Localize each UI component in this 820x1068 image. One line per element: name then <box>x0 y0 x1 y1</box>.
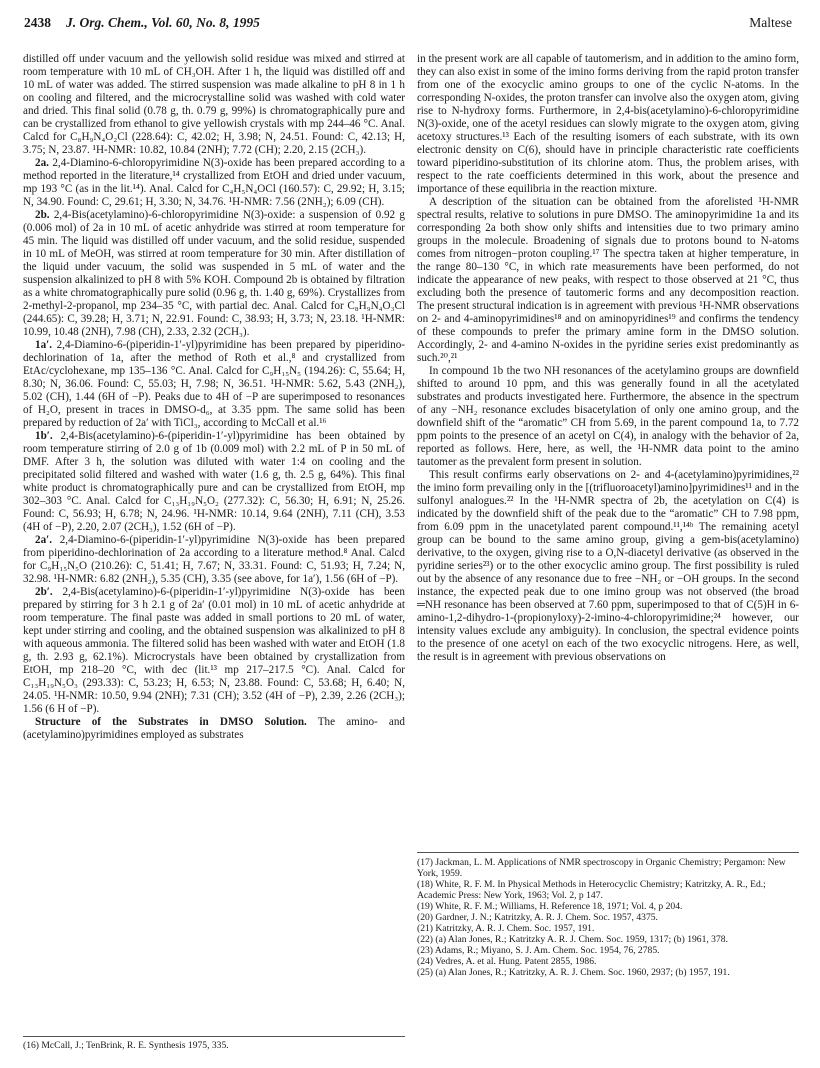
right-column <box>417 53 799 664</box>
paragraph-text: 2,4-Bis(acetylamino)-6-(piperidin-1′-yl)pyrimidine has been obtained by room temperature stirring of 2.0 g of 1b (0.009 mol) with 2.2 mL of P in 50 mL of DMF. After 3 h, the solution was diluted with water 1:4 on cooling and the precipitated solid filtered and washed with water (1.6 g, th. 2.5 g, 64%). This final white product is chromatographically pure and can be crystallized from EtOH, mp 302–303 °C. Anal. Calcd for C₁₃H₁₉N₅O₂ (277.32): C, 56.30; H, 6.91; N, 25.26. Found: C, 56.93; H, 6.78; N, 24.96. ¹H-NMR: 10.14, 9.64 (2NH), 7.11 (CH), 3.53 (4H of −P), 2.20, 2.07 (2CH₃), 1.52 (6H of −P). <box>23 430 405 533</box>
compound-label: 1a′. <box>35 339 53 351</box>
footnote: (24) Vedres, A. et al. Hung. Patent 2855, 1986. <box>417 956 597 967</box>
footnote: (17) Jackman, L. M. Applications of NMR spectroscopy in Organic Chemistry; Pergamon: New York, 1959. <box>417 857 786 879</box>
compound-paragraph <box>23 586 405 716</box>
paragraph-text: 2,4-Bis(acetylamino)-6-(piperidin-1′-yl)pyrimidine N(3)-oxide has been prepared by stirring for 3 h 2.1 g of 2a′ (0.01 mol) in 10 mL of acetic anhydride at room temperature. The final paste was added in small portions to 20 mL of water, kept under stirring and cooling, and the obtained suspension was alkalinized to pH 8 with aqueous ammonia. The filtered solid has been washed with water and EtOH (1.8 g, th. 2.93 g, 62.1%). Microcrystals have been obtained by crystallization from EtOH, mp 218–20 °C, with dec (lit.¹³ mp 217–217.5 °C). Anal. Calcd for C₁₃H₁₉N₅O₃ (293.33): C, 53.23; H, 6.53; N, 23.88. Found: C, 53.68; H, 6.40; N, 24.05. ¹H-NMR: 10.50, 9.94 (2NH); 7.31 (CH); 3.52 (4H of −P), 2.39, 2.26 (2CH₃); 1.56 (6 H of −P). <box>23 586 405 715</box>
compound-paragraph <box>23 534 405 586</box>
paragraph: A description of the situation can be obtained from the aforelisted ¹H-NMR spectral results, relative to solutions in pure DMSO. The aminopyrimidine 1a and its corresponding 2a both show only shifts and intensities due to two primary amino groups in the molecule. Broadening of signals due to protons bound to N-atoms comes from nitrogen−proton coupling.¹⁷ The spectra taken at higher temperature, in the range 80–130 °C, in which rate measurements have been performed, do not indicate the appearance of new peaks, with respect to those observed at 21 °C, thus excluding both the presence of tautomeric forms and any decomposition reaction. The present structural indication is in agreement with previous ¹H-NMR observations on 2- and 4-aminopyrimidines¹⁸ and on aminopyridines¹⁹ and confirms the tendency of these compounds to prefer the primary amine form in the DMSO solution. Accordingly, 2- and 4-amino N-oxides in the pyridine series exist predominantly as such.²⁰,²¹ <box>417 196 799 364</box>
running-author: Maltese <box>749 15 792 30</box>
compound-paragraph <box>23 339 405 430</box>
paragraph <box>23 53 405 157</box>
footnote: (23) Adams, R.; Miyano, S. J. Am. Chem. Soc. 1954, 76, 2785. <box>417 945 660 956</box>
section-paragraph <box>23 716 405 742</box>
section-heading: Structure of the Substrates in DMSO Solution. <box>35 716 307 728</box>
compound-label: 2a′. <box>35 534 53 546</box>
footnote: (19) White, R. F. M.; Williams, H. Reference 18, 1971; Vol. 4, p 204. <box>417 901 683 912</box>
page-number: 2438 <box>24 15 51 30</box>
footnote: (22) (a) Alan Jones, R.; Katritzky A. R. J. Chem. Soc. 1959, 1317; (b) 1961, 378. <box>417 934 728 945</box>
compound-label: 2b. <box>35 209 50 221</box>
paragraph: In compound 1b the two NH resonances of the acetylamino groups are downfield shifted to around 10 ppm, and this was generally found in all the acetylated substrates and products investigated here. Furthermore, the absence in the spectrum of any −NH₂ resonance excludes bisacetylation of only one amino group, and the downfield shift of the “aromatic” CH from 5.69, in the parent compound 1a, to 7.72 ppm points to the presence of an acetyl on C(4), in analogy with the behavior of 2a, reported as follows. Here, here, as well, the ¹H-NMR data point to the amino tautomer as the prevalent form present in solution. <box>417 365 799 468</box>
compound-paragraph <box>23 157 405 209</box>
compound-paragraph <box>23 430 405 534</box>
paragraph: This result confirms early observations on 2- and 4-(acetylamino)pyrimidines,²² the imino form prevailing only in the [(trifluoroacetyl)amino]pyrimidines¹¹ and in the sulfonyl analogues.²² In the ¹H-NMR spectra of 2b, the acetylation on C(4) is indicated by the downfield shift of the peak due to the “aromatic” CH to 7.98 ppm, from 6.09 ppm in the unacetylated parent compound.¹¹,¹⁴ᵇ The remaining acetyl group can be bound to the same amino group, giving a gem-bis(acetylamino) derivative, to the oxygen, giving rise to a O,N-diacetyl derivative (as observed in the pyridine series²³) or to the other exocyclic amino group. The first possibility is ruled out by the absence of any resonance due to free −NH₂ or −OH groups. In the second instance, the expected peak due to one imino group was not observed (the broad ═NH resonance has been observed at 7.60 ppm, superimposed to that of C(5)H in 6-amino-1,2-dihydro-1-(propionyloxy)-2-imino-4-chloropyrimidine;²⁴ however, our intensity values exclude any ambiguity). In conclusion, the spectral evidence points to the presence of one acetyl on each of the two exocyclic nitrogens. Here, as well, the result is in agreement with previous observations on <box>417 469 799 663</box>
compound-label: 2b′. <box>35 586 53 598</box>
paragraph: in the present work are all capable of tautomerism, and in addition to the amino form, they can also exist in some of the imino forms deriving from the rapid proton transfer from one of the exocyclic amino groups to one of the cyclic N-atoms. In the corresponding N-oxides, the proton transfer can involve also the oxygen atom, giving rise to N-hydroxy forms. Furthermore, in 2,4-bis(acetylamino)-6-chloropyrimidine N(3)-oxide, one of the acetyl residues can slowly migrate to the oxygen atom, giving acetoxy structures.¹³ Each of the resulting isomers of each substrate, with its own electronic density on C(6), should have in principle characteristic rate coefficients toward piperidino-substitution of its chlorine atom. Thus, the problem arises, with respect to the rate coefficients determined in this work, about the presence and importance of these equilibria in the reaction mixture. <box>417 53 799 195</box>
paragraph-text: 2,4-Diamino-6-(piperidin-1′-yl)pyrimidine N(3)-oxide has been prepared from piperidino-dechlorination of 2a according to a literature method.⁸ Anal. Calcd for C₉H₁₅N₅O (210.26): C, 51.41; H, 7.67; N, 33.31. Found: C, 51.93; H, 7.24; N, 32.98. ¹H-NMR: 6.82 (2NH₂), 5.35 (CH), 3.35 (see above, for 1a′), 1.56 (6H of −P). <box>23 534 405 585</box>
left-column <box>23 53 405 742</box>
footnote: (21) Katritzky, A. R. J. Chem. Soc. 1957, 191. <box>417 923 595 934</box>
footnote: (25) (a) Alan Jones, R.; Katritzky, A. R. J. Chem. Soc. 1960, 2937; (b) 1957, 191. <box>417 967 730 978</box>
footnote: (16) McCall, J.; TenBrink, R. E. Synthesis 1975, 335. <box>23 1040 229 1051</box>
compound-paragraph <box>23 209 405 339</box>
running-header <box>0 0 820 40</box>
compound-label: 1b′. <box>35 430 53 442</box>
paragraph-text: 2,4-Diamino-6-(piperidin-1′-yl)pyrimidine has been prepared by piperidino-dechlorination of 1a, after the method of Roth et al.,⁸ and crystallized from EtAc/cyclohexane, mp 135–136 °C. Anal. Calcd for C₉H₁₅N₅ (194.26): C, 55.64; H, 8.30; N, 36.06. Found: C, 55.03; H, 7.98; N, 36.51. ¹H-NMR: 5.62, 5.43 (2NH₂), 5.02 (CH), 1.44 (6H of −P). Peaks due to 4H of −P are superimposed to resonances of H₂O, present in traces in DMSO-d₆, at 3.35 ppm. The same solid has been prepared by reduction of 2a′ with TiCl₃, according to McCall et al.¹⁶ <box>23 339 405 429</box>
compound-label: 2a. <box>35 157 49 169</box>
footnote-rule <box>23 1036 405 1037</box>
journal-citation: J. Org. Chem., Vol. 60, No. 8, 1995 <box>66 15 260 30</box>
footnote: (20) Gardner, J. N.; Katritzky, A. R. J. Chem. Soc. 1957, 4375. <box>417 912 658 923</box>
paragraph-text: distilled off under vacuum and the yellowish solid residue was mixed and stirred at room temperature with 10 mL of CH₃OH. After 1 h, the liquid was distilled off and 10 mL of water was added. The stirred suspension was made alkaline to pH 8 in 1 h on cooling and filtered, and the microcrystalline solid was washed with cold water and dried. This final solid (0.78 g, th. 0.79 g, 99%) is chromatographically pure and can be crystallized from ethanol to give yellowish crystals with mp 244–46 °C. Anal. Calcd for C₈H₉N₄O₂Cl (228.64): C, 42.02; H, 3.98; N, 24.51. Found: C, 42.13; H, 3.75; N, 23.87. ¹H-NMR: 10.82, 10.84 (2NH); 7.72 (CH); 2.20, 2.15 (2CH₃). <box>23 53 405 156</box>
paragraph-text: The amino- and (acetylamino)pyrimidines employed as substrates <box>23 716 405 741</box>
paragraph-text: 2,4-Bis(acetylamino)-6-chloropyrimidine N(3)-oxide: a suspension of 0.92 g (0.006 mol) of 2a in 10 mL of acetic anhydride was stirred at room temperature for 45 min. The liquid was distilled off under vacuum, and the solid residue, suspended in 10 mL of MeOH, was stirred at room temperature for 30 min. After distillation of the liquid under vacuum, the solid was suspended in 5 mL of water and the suspension alkalinized to pH 8 with 5% KOH. Compound 2b is obtained by filtration as a white chromatographically pure solid (0.96 g, th. 1.40 g, 69%). Crystallizes from 2-methyl-2-propanol, mp 234–35 °C, with partial dec. Anal. Calcd for C₈H₉N₄O₃Cl (244.65): C, 39.28; H, 3.71; N, 22.91. Found: C, 38.93; H, 3.73; N, 23.18. ¹H-NMR: 10.99, 10.48 (2NH), 7.98 (CH), 2.33, 2.32 (2CH₃). <box>23 209 405 338</box>
footnotes-left <box>23 1040 405 1051</box>
footnote: (18) White, R. F. M. In Physical Methods in Heterocyclic Chemistry; Katritzky, A. R., Ed.; Academic Press: New York, 1963; Vol. 2, p 147. <box>417 879 766 901</box>
paragraph-text: 2,4-Diamino-6-chloropyrimidine N(3)-oxide has been prepared according to a method reported in the literature,¹⁴ crystallized from EtOH and dried under vacuum, mp 193 °C (as in the lit.¹⁴). Anal. Calcd for C₄H₅N₄OCl (160.57): C, 29.92; H, 3.15; N, 34.90. Found: C, 29.61; H, 3.30; N, 34.76. ¹H-NMR: 7.56 (2NH₂); 6.09 (CH). <box>23 157 405 208</box>
footnotes-right <box>417 857 799 978</box>
footnote-rule <box>417 852 799 853</box>
